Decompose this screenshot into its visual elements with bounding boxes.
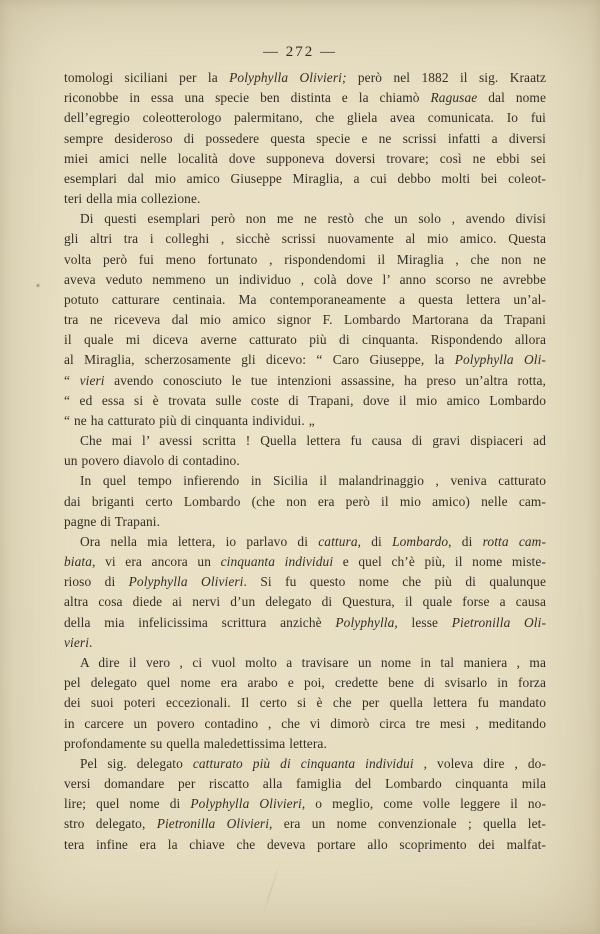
text-line: profondamente su quella maledettissima lettera. (64, 735, 327, 751)
text-line: al Miraglia, scherzosamente gli dicevo: “ Caro Giuseppe, la Polyphylla Oli- (64, 352, 546, 368)
text-line: versi domandare per riscatto alla famiglia del Lombardo cinquanta mila (64, 776, 546, 792)
text-line: esemplari dal mio amico Giuseppe Miraglia, a cui debbo molti bei coleot- (64, 170, 546, 186)
page-number: — 272 — (263, 44, 337, 60)
text-block (64, 68, 546, 855)
text-line: biata, vi era ancora un cinquanta individui e quel ch’è più, il nome miste- (64, 554, 546, 570)
text-line: un povero diavolo di contadino. (64, 453, 240, 469)
text-line: lire; quel nome di Polyphylla Olivieri, o meglio, come volle leggere il no- (64, 796, 546, 812)
text-line: il quale mi diceva averne catturato più di cinquanta. Rispondendo allora (64, 332, 546, 348)
text-line: sempre desideroso di possedere questa specie e ne scrissi infatti a diversi (64, 130, 546, 146)
text-line: miei amici nelle località dove supponeva doversi trovare; così ne ebbi sei (64, 150, 546, 166)
text-line: dell’egregio coleotterologo palermitano, che gliela avea comunicata. Io fui (64, 110, 546, 126)
text-line: tera infine era la chiave che deveva portare allo scoprimento dei malfat- (64, 836, 546, 852)
text-line: altra cosa diede ai nervi d’un delegato di Questura, il quale forse a causa (64, 594, 546, 610)
text-line: teri della mia collezione. (64, 191, 201, 207)
text-line: vieri. (64, 634, 93, 650)
text-line: della mia infelicissima scrittura anzichè Polyphylla, lesse Pietronilla Oli- (64, 614, 546, 630)
paper-crease (261, 861, 281, 919)
text-line: potuto catturare centinaia. Ma contemporaneamente a questa lettera un’al- (64, 291, 546, 307)
text-line: In quel tempo infierendo in Sicilia il malandrinaggio , veniva catturato (80, 473, 546, 489)
text-line: Che mai l’ avessi scritta ! Quella lettera fu causa di gravi dispiaceri ad (80, 433, 546, 449)
text-line: Pel sig. delegato catturato più di cinquanta individui , voleva dire , do- (80, 755, 546, 771)
text-line: “ vieri avendo conosciuto le tue intenzioni assassine, ha preso un’altra rotta, (64, 372, 546, 388)
text-line: dei suoi poteri eccezionali. Il certo si è che per quella lettera fu mandato (64, 695, 546, 711)
paper-speck (36, 283, 40, 288)
text-line: pel delegato quel nome era arabo e poi, credette bene di svisarlo in forza (64, 675, 546, 691)
text-line: rioso di Polyphylla Olivieri. Si fu questo nome che più di qualunque (64, 574, 546, 590)
text-line: Di questi esemplari però non me ne restò che un solo , avendo divisi (80, 211, 546, 227)
text-line: “ ed essa si è trovata sulle coste di Trapani, dove il mio amico Lombardo (64, 392, 546, 408)
text-line: volta però fui meno fortunato , rispondendomi il Miraglia , che non ne (64, 251, 546, 267)
text-line: riconobbe in essa una specie ben distinta e la chiamò Ragusae dal nome (64, 90, 546, 106)
text-line: in carcere un povero contadino , che vi dimorò circa tre mesi , meditando (64, 715, 546, 731)
text-line: dai briganti certo Lombardo (che non era però il mio amico) nelle cam- (64, 493, 546, 509)
text-line: “ ne ha catturato più di cinquanta individui. „ (64, 412, 315, 428)
text-line: tomologi siciliani per la Polyphylla Olivieri; però nel 1882 il sig. Kraatz (64, 70, 546, 85)
text-line: A dire il vero , ci vuol molto a travisare un nome in tal maniera , ma (80, 654, 546, 670)
text-line: tra ne riceveva dal mio amico signor F. Lombardo Martorana da Trapani (64, 312, 546, 328)
text-line: aveva veduto nemmeno un individuo , colà dove l’ anno scorso ne avrebbe (64, 271, 546, 287)
text-line: stro delegato, Pietronilla Olivieri, era un nome convenzionale ; quella let- (64, 816, 546, 832)
text-line: pagne di Trapani. (64, 513, 161, 529)
text-line: Ora nella mia lettera, io parlavo di cattura, di Lombardo, di rotta cam- (80, 533, 546, 549)
text-line: gli altri tra i colleghi , sicchè scrissi nuovamente al mio amico. Questa (64, 231, 546, 247)
